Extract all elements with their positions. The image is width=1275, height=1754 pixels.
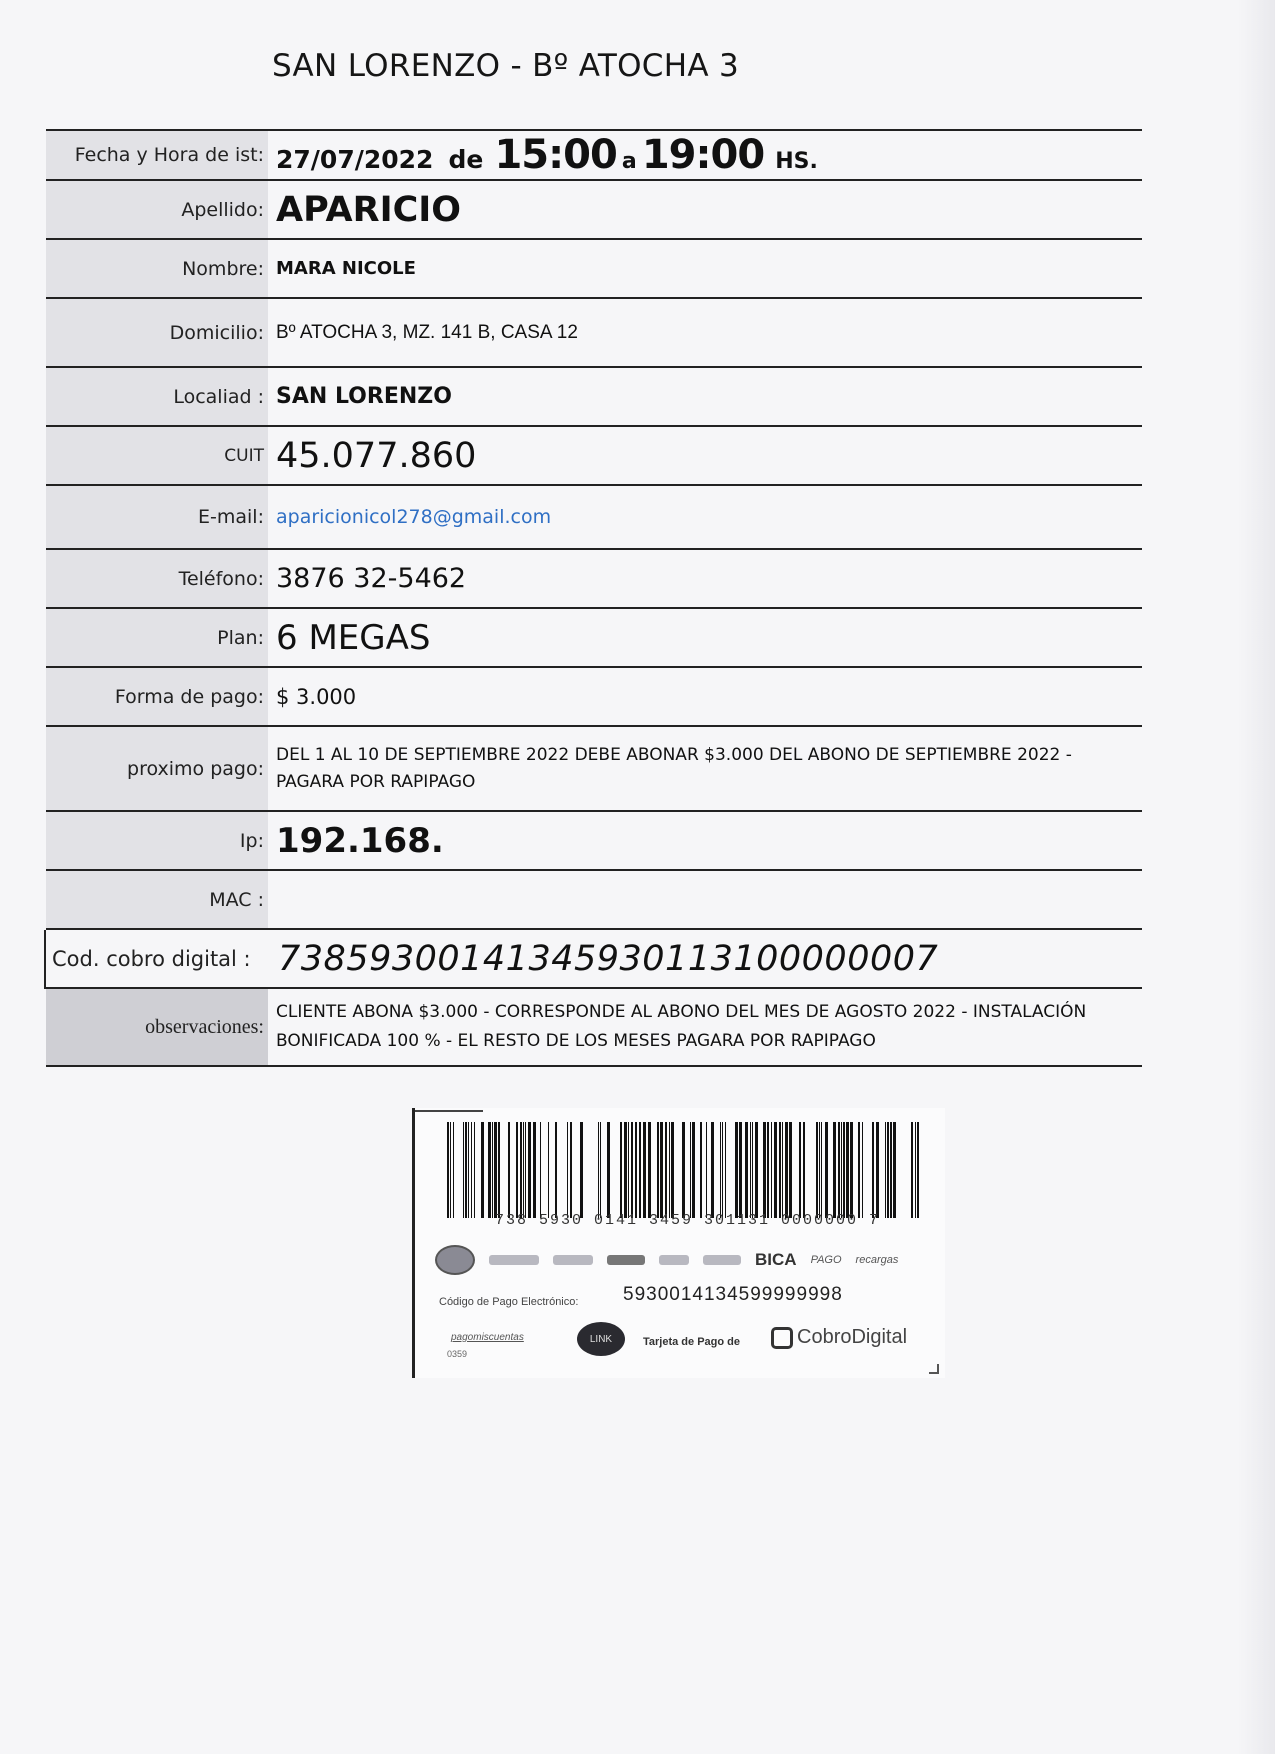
barcode-bar xyxy=(799,1122,801,1218)
label-forma-pago: Forma de pago: xyxy=(46,668,268,725)
barcode-bar xyxy=(846,1122,849,1218)
seal-logo-icon xyxy=(435,1245,475,1275)
barcode-bar xyxy=(779,1122,781,1218)
barcode-bar xyxy=(635,1122,637,1218)
fecha-unit: HS. xyxy=(775,149,818,174)
barcode-bar xyxy=(771,1122,772,1218)
barcode-bar xyxy=(911,1122,913,1218)
barcode-bar xyxy=(671,1122,674,1218)
brand-logo-icon xyxy=(489,1255,539,1265)
barcode-bar xyxy=(498,1122,500,1218)
barcode-bar xyxy=(843,1122,845,1218)
barcode-bar xyxy=(548,1122,549,1218)
row-cuit xyxy=(46,427,1142,486)
barcode-bar xyxy=(755,1122,758,1218)
barcode-bar xyxy=(660,1122,663,1218)
value-cuit: 45.077.860 xyxy=(276,435,477,476)
client-form xyxy=(46,129,1142,1067)
barcode-bar xyxy=(665,1122,667,1218)
fecha-de: de xyxy=(448,145,484,174)
barcode-bar xyxy=(471,1122,472,1218)
barcode-number: 738 5930 0141 3459 301131 0000000 7 xyxy=(495,1212,881,1229)
barcode-bar xyxy=(885,1122,886,1218)
barcode-bar xyxy=(468,1122,469,1218)
label-fecha: Fecha y Hora de ist: xyxy=(46,131,268,179)
payment-logos xyxy=(435,1244,935,1276)
cobrodigital-brand: CobroDigital xyxy=(797,1326,908,1348)
barcode-bar xyxy=(858,1122,860,1218)
barcode-bar xyxy=(600,1122,601,1218)
row-apellido xyxy=(46,181,1142,240)
barcode-bar xyxy=(631,1122,633,1218)
barcode-bar xyxy=(833,1122,836,1218)
corner-mark xyxy=(929,1364,939,1374)
row-fecha xyxy=(46,129,1142,181)
barcode-bar xyxy=(782,1122,783,1218)
barcode-bar xyxy=(488,1122,491,1218)
barcode-bar xyxy=(643,1122,646,1218)
barcode-bar xyxy=(628,1122,629,1218)
barcode-bar xyxy=(520,1122,522,1218)
barcode-bar xyxy=(492,1122,493,1218)
value-email[interactable]: aparicionicol278@gmail.com xyxy=(276,506,552,528)
value-ip: 192.168. xyxy=(276,820,444,861)
value-forma-pago: $ 3.000 xyxy=(276,684,357,709)
barcode-bar xyxy=(819,1122,820,1218)
barcode-bar xyxy=(700,1122,702,1218)
codigo-pago-value: 5930014134599999998 xyxy=(623,1284,843,1305)
value-fecha xyxy=(268,132,1142,178)
brand-logo-icon xyxy=(553,1255,593,1265)
brand-logo-icon xyxy=(659,1255,689,1265)
value-plan: 6 MEGAS xyxy=(276,617,431,658)
bica-logo: BICA xyxy=(755,1250,797,1269)
barcode-bar xyxy=(803,1122,805,1218)
barcode-bar xyxy=(876,1122,879,1218)
barcode-bar xyxy=(825,1122,828,1218)
fecha-to: 19:00 xyxy=(641,132,765,178)
barcode-bar xyxy=(862,1122,863,1218)
row-ip xyxy=(46,812,1142,871)
row-nombre xyxy=(46,240,1142,299)
row-observaciones xyxy=(46,989,1142,1067)
barcode-bar xyxy=(841,1122,842,1218)
scan-edge xyxy=(1237,0,1275,1754)
codigo-pago-label: Código de Pago Electrónico: xyxy=(439,1296,579,1308)
barcode-bar xyxy=(838,1122,840,1218)
label-apellido: Apellido: xyxy=(46,181,268,238)
label-localidad: Localiad : xyxy=(46,368,268,425)
barcode-bar xyxy=(607,1122,610,1218)
row-forma-pago xyxy=(46,668,1142,727)
barcode-bar xyxy=(893,1122,896,1218)
barcode-bar xyxy=(474,1122,475,1218)
barcode-bar xyxy=(785,1122,788,1218)
barcode-bar xyxy=(639,1122,641,1218)
link-logo: LINK xyxy=(577,1322,625,1356)
row-proximo-pago xyxy=(46,727,1142,812)
barcode-bar xyxy=(711,1122,714,1218)
barcode xyxy=(447,1122,919,1218)
page-title: SAN LORENZO - Bº ATOCHA 3 xyxy=(272,48,740,84)
pagomiscuentas-logo: pagomiscuentas xyxy=(451,1332,524,1343)
recargas-logo: recargas xyxy=(855,1254,899,1266)
barcode-bar xyxy=(533,1122,536,1218)
label-cuit: CUIT xyxy=(46,427,268,484)
barcode-bar xyxy=(669,1122,670,1218)
cobrodigital-logo xyxy=(771,1326,907,1349)
barcode-bar xyxy=(789,1122,792,1218)
barcode-bar xyxy=(774,1122,777,1218)
row-telefono xyxy=(46,550,1142,609)
barcode-bar xyxy=(887,1122,889,1218)
value-localidad: SAN LORENZO xyxy=(276,384,452,409)
barcode-bar xyxy=(620,1122,622,1218)
barcode-bar xyxy=(816,1122,818,1218)
barcode-bar xyxy=(682,1122,685,1218)
barcode-bar xyxy=(648,1122,651,1218)
value-nombre: MARA NICOLE xyxy=(276,258,416,279)
value-cod-cobro: 7385930014134593011310000000​7 xyxy=(278,938,939,979)
barcode-bar xyxy=(690,1122,691,1218)
value-domicilio: Bº ATOCHA 3, MZ. 141 B, CASA 12 xyxy=(276,321,578,343)
barcode-bar xyxy=(516,1122,518,1218)
ticket-number: 0359 xyxy=(447,1349,468,1359)
barcode-bar xyxy=(821,1122,822,1218)
barcode-bar xyxy=(917,1122,919,1218)
label-cod-cobro: Cod. cobro digital : xyxy=(52,946,251,971)
barcode-bar xyxy=(570,1122,572,1218)
row-domicilio xyxy=(46,299,1142,368)
value-telefono: 3876 32-5462 xyxy=(276,563,467,594)
row-localidad xyxy=(46,368,1142,427)
label-domicilio: Domicilio: xyxy=(46,299,268,366)
barcode-bar xyxy=(752,1122,753,1218)
barcode-bar xyxy=(725,1122,726,1218)
barcode-bar xyxy=(745,1122,748,1218)
row-email xyxy=(46,486,1142,550)
label-nombre: Nombre: xyxy=(46,240,268,297)
value-apellido: APARICIO xyxy=(276,189,462,230)
fecha-date: 27/07/2022 xyxy=(276,145,434,174)
label-telefono: Teléfono: xyxy=(46,550,268,607)
row-plan xyxy=(46,609,1142,668)
value-observaciones: CLIENTE ABONA $3.000 - CORRESPONDE AL ABONO DEL MES DE AGOSTO 2022 - INSTALACIÓN BONIFICADA 100 % - EL RESTO DE LOS MESES PAGARA POR RAPIPAGO xyxy=(276,1002,1087,1051)
barcode-bar xyxy=(481,1122,484,1218)
label-ip: Ip: xyxy=(46,812,268,869)
barcode-bar xyxy=(720,1122,721,1218)
label-proximo-pago: proximo pago: xyxy=(46,727,268,810)
pago-logo: PAGO xyxy=(810,1254,842,1266)
barcode-bar xyxy=(555,1122,557,1218)
barcode-bar xyxy=(453,1122,454,1218)
barcode-bar xyxy=(494,1122,497,1218)
tarjeta-label: Tarjeta de Pago de xyxy=(643,1336,740,1348)
barcode-bar xyxy=(465,1122,467,1218)
cobrodigital-icon xyxy=(771,1327,793,1349)
barcode-bar xyxy=(890,1122,892,1218)
row-cod-cobro xyxy=(44,930,1142,989)
label-mac: MAC : xyxy=(46,871,268,928)
fecha-a: a xyxy=(621,149,637,174)
barcode-bar xyxy=(598,1122,599,1218)
barcode-bar xyxy=(567,1122,568,1218)
fecha-from: 15:00 xyxy=(494,132,617,178)
barcode-bar xyxy=(722,1122,723,1218)
barcode-bar xyxy=(525,1122,526,1218)
barcode-bar xyxy=(450,1122,451,1218)
brand-logo-icon xyxy=(703,1255,741,1265)
barcode-bar xyxy=(872,1122,874,1218)
barcode-bar xyxy=(508,1122,510,1218)
ticket-top-line xyxy=(415,1110,483,1112)
label-plan: Plan: xyxy=(46,609,268,666)
barcode-bar xyxy=(657,1122,659,1218)
barcode-bar xyxy=(580,1122,583,1218)
barcode-bar xyxy=(763,1122,766,1218)
label-observaciones: observaciones: xyxy=(46,989,268,1065)
payment-ticket xyxy=(412,1108,945,1378)
row-mac xyxy=(46,871,1142,930)
barcode-bar xyxy=(767,1122,769,1218)
barcode-bar xyxy=(528,1122,531,1218)
barcode-bar xyxy=(850,1122,853,1218)
barcode-bar xyxy=(463,1122,464,1218)
barcode-bar xyxy=(739,1122,742,1218)
label-email: E-mail: xyxy=(46,486,268,548)
value-proximo-pago: DEL 1 AL 10 DE SEPTIEMBRE 2022 DEBE ABONAR $3.000 DEL ABONO DE SEPTIEMBRE 2022 - PAGARA POR RAPIPAGO xyxy=(276,744,1072,792)
barcode-bar xyxy=(692,1122,695,1218)
barcode-bar xyxy=(706,1122,707,1218)
barcode-bar xyxy=(735,1122,738,1218)
barcode-bar xyxy=(523,1122,524,1218)
brand-logo-icon xyxy=(607,1255,645,1265)
barcode-bar xyxy=(750,1122,751,1218)
barcode-bar xyxy=(540,1122,541,1218)
barcode-bar xyxy=(624,1122,627,1218)
barcode-bar xyxy=(447,1122,449,1218)
barcode-bar xyxy=(915,1122,916,1218)
